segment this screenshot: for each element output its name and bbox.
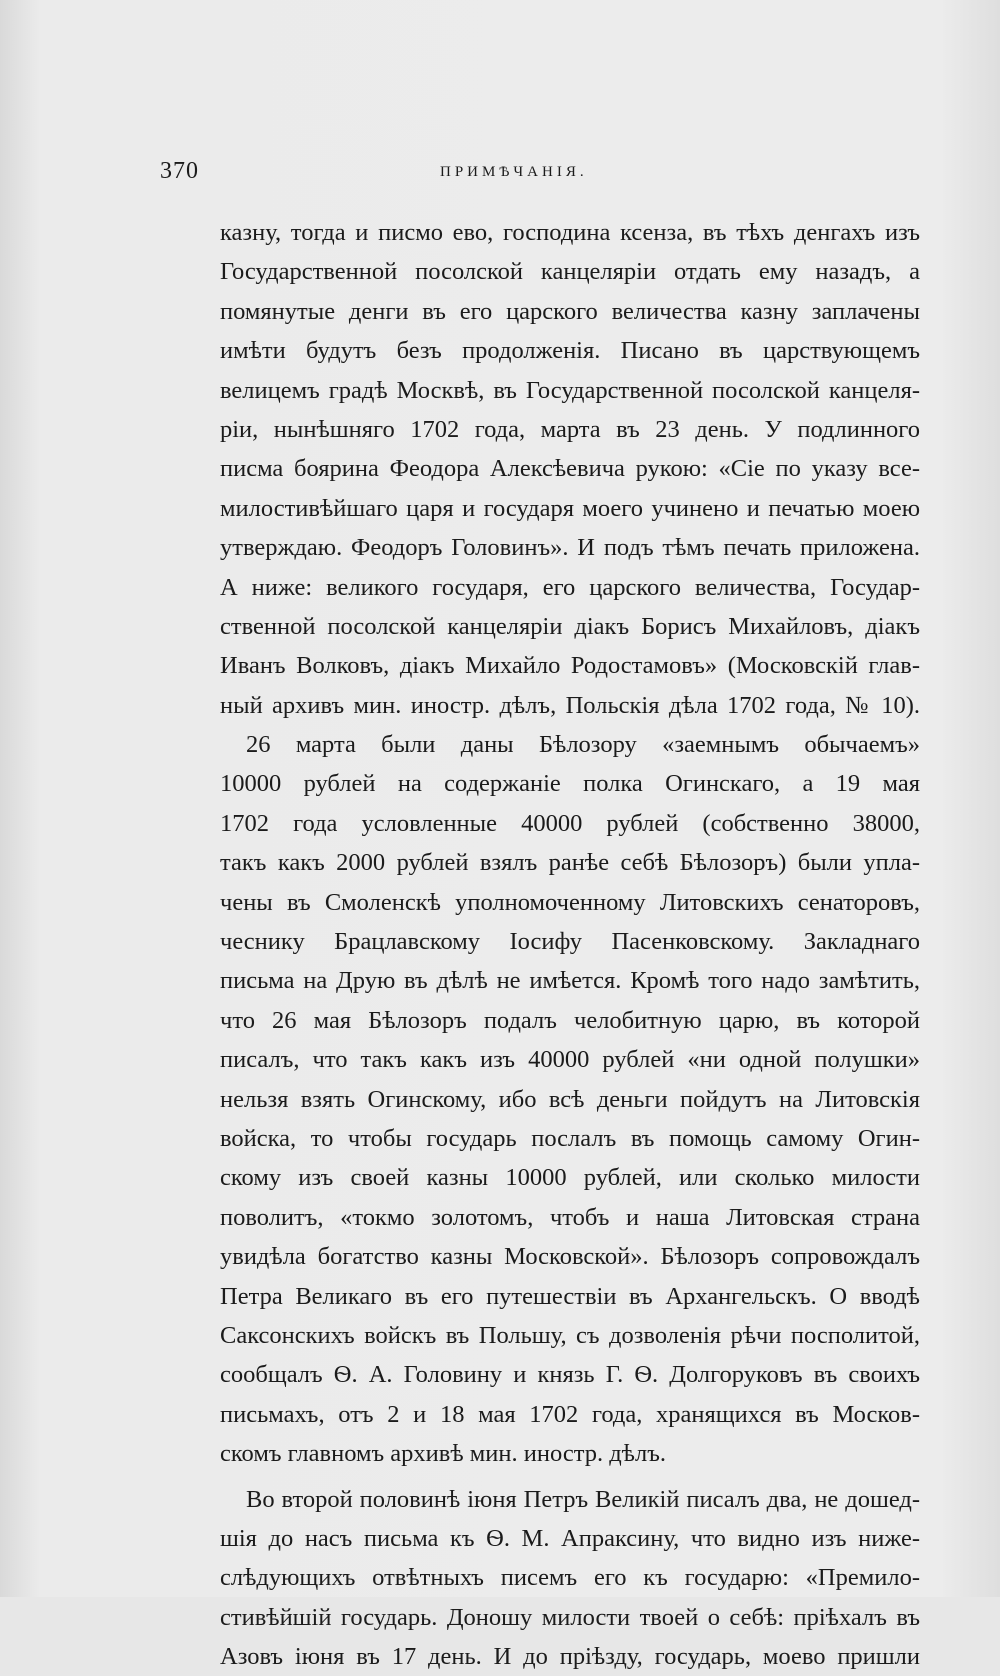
text-line: стивѣйшій государь. Доношу милости твоей о себѣ: пріѣхалъ въ [220,1603,920,1631]
text-line: писма боярина Феодора Алексѣевича рукою: «Сіе по указу все- [220,455,920,483]
text-line: милостивѣйшаго царя и государя моего учинено и печатью моею [220,494,920,522]
running-title: ПРИМѢЧАНІЯ. [440,164,588,180]
text-line: писалъ, что такъ какъ изъ 40000 рублей «ни одной полушки» [220,1046,920,1074]
text-line: такъ какъ 2000 рублей взялъ ранѣе себѣ Бѣлозоръ) были упла- [220,849,920,877]
text-line: помянутые денги въ его царского величества казну заплачены [220,297,920,325]
text-line: Азовъ іюня въ 17 день. И до пріѣзду, государь, моево пришли [220,1643,920,1671]
text-line: 26 марта были даны Бѣлозору «заемнымъ обычаемъ» [246,731,920,759]
text-line: шія до насъ письма къ Ѳ. М. Апраксину, что видно изъ ниже- [220,1524,920,1552]
text-line: войска, то чтобы государь послалъ въ помощь самому Огин- [220,1124,920,1152]
text-line: чеснику Брацлавскому Іосифу Пасенковскому. Закладнаго [220,928,920,956]
text-line: скому изъ своей казны 10000 рублей, или сколько милости [220,1164,920,1192]
text-line: слѣдующихъ отвѣтныхъ писемъ его къ государю: «Премило- [220,1564,920,1592]
text-line: имѣти будутъ безъ продолженія. Писано въ царствующемъ [220,337,920,365]
text-line: Государственной посолской канцеляріи отдать ему назадъ, а [220,258,920,286]
text-line: письмахъ, отъ 2 и 18 мая 1702 года, хранящихся въ Москов- [220,1400,920,1428]
page-number: 370 [160,158,199,184]
text-line: велицемъ градѣ Москвѣ, въ Государственной посолской канцеля- [220,376,920,404]
text-line: поволитъ, «токмо золотомъ, чтобъ и наша Литовская страна [220,1203,920,1231]
text-line: сообщалъ Ѳ. А. Головину и князь Г. Ѳ. Долгоруковъ въ своихъ [220,1361,920,1389]
text-line: письма на Друю въ дѣлѣ не имѣется. Кромѣ того надо замѣтить, [220,967,920,995]
text-line: Иванъ Волковъ, діакъ Михайло Родостамовъ» (Московскій глав- [220,652,920,680]
text-line: чены въ Смоленскѣ уполномоченному Литовскихъ сенаторовъ, [220,888,920,916]
text-line: ственной посолской канцеляріи діакъ Борисъ Михайловъ, діакъ [220,612,920,640]
text-line: 10000 рублей на содержаніе полка Огинскаго, а 19 мая [220,770,920,798]
text-line: Во второй половинѣ іюня Петръ Великій писалъ два, не дошед- [246,1485,920,1513]
text-line: увидѣла богатство казны Московской». Бѣлозоръ сопровождалъ [220,1243,920,1271]
page-header [160,158,920,192]
text-line: утверждаю. Феодоръ Головинъ». И подъ тѣмъ печать приложена. [220,534,920,562]
text-line: ріи, нынѣшняго 1702 года, марта въ 23 день. У подлинного [220,415,920,443]
text-line: А ниже: великого государя, его царского величества, Государ- [220,573,920,601]
text-line: что 26 мая Бѣлозоръ подалъ челобитную царю, въ которой [220,1006,920,1034]
text-line: ный архивъ мин. иностр. дѣлъ, Польскія дѣла 1702 года, № 10). [220,691,920,719]
text-line: казну, тогда и писмо ево, господина ксенза, въ тѣхъ денгахъ изъ [220,219,920,246]
text-line: нельзя взять Огинскому, ибо всѣ деньги пойдутъ на Литовскія [220,1085,920,1113]
text-line: Саксонскихъ войскъ въ Польшу, съ дозволенія рѣчи посполитой, [220,1321,920,1349]
text-line: 1702 года условленные 40000 рублей (собственно 38000, [220,809,920,837]
text-line: Петра Великаго въ его путешествіи въ Архангельскъ. О вводѣ [220,1282,920,1310]
text-line: скомъ главномъ архивѣ мин. иностр. дѣлъ. [220,1440,666,1468]
body-text [220,213,920,1676]
